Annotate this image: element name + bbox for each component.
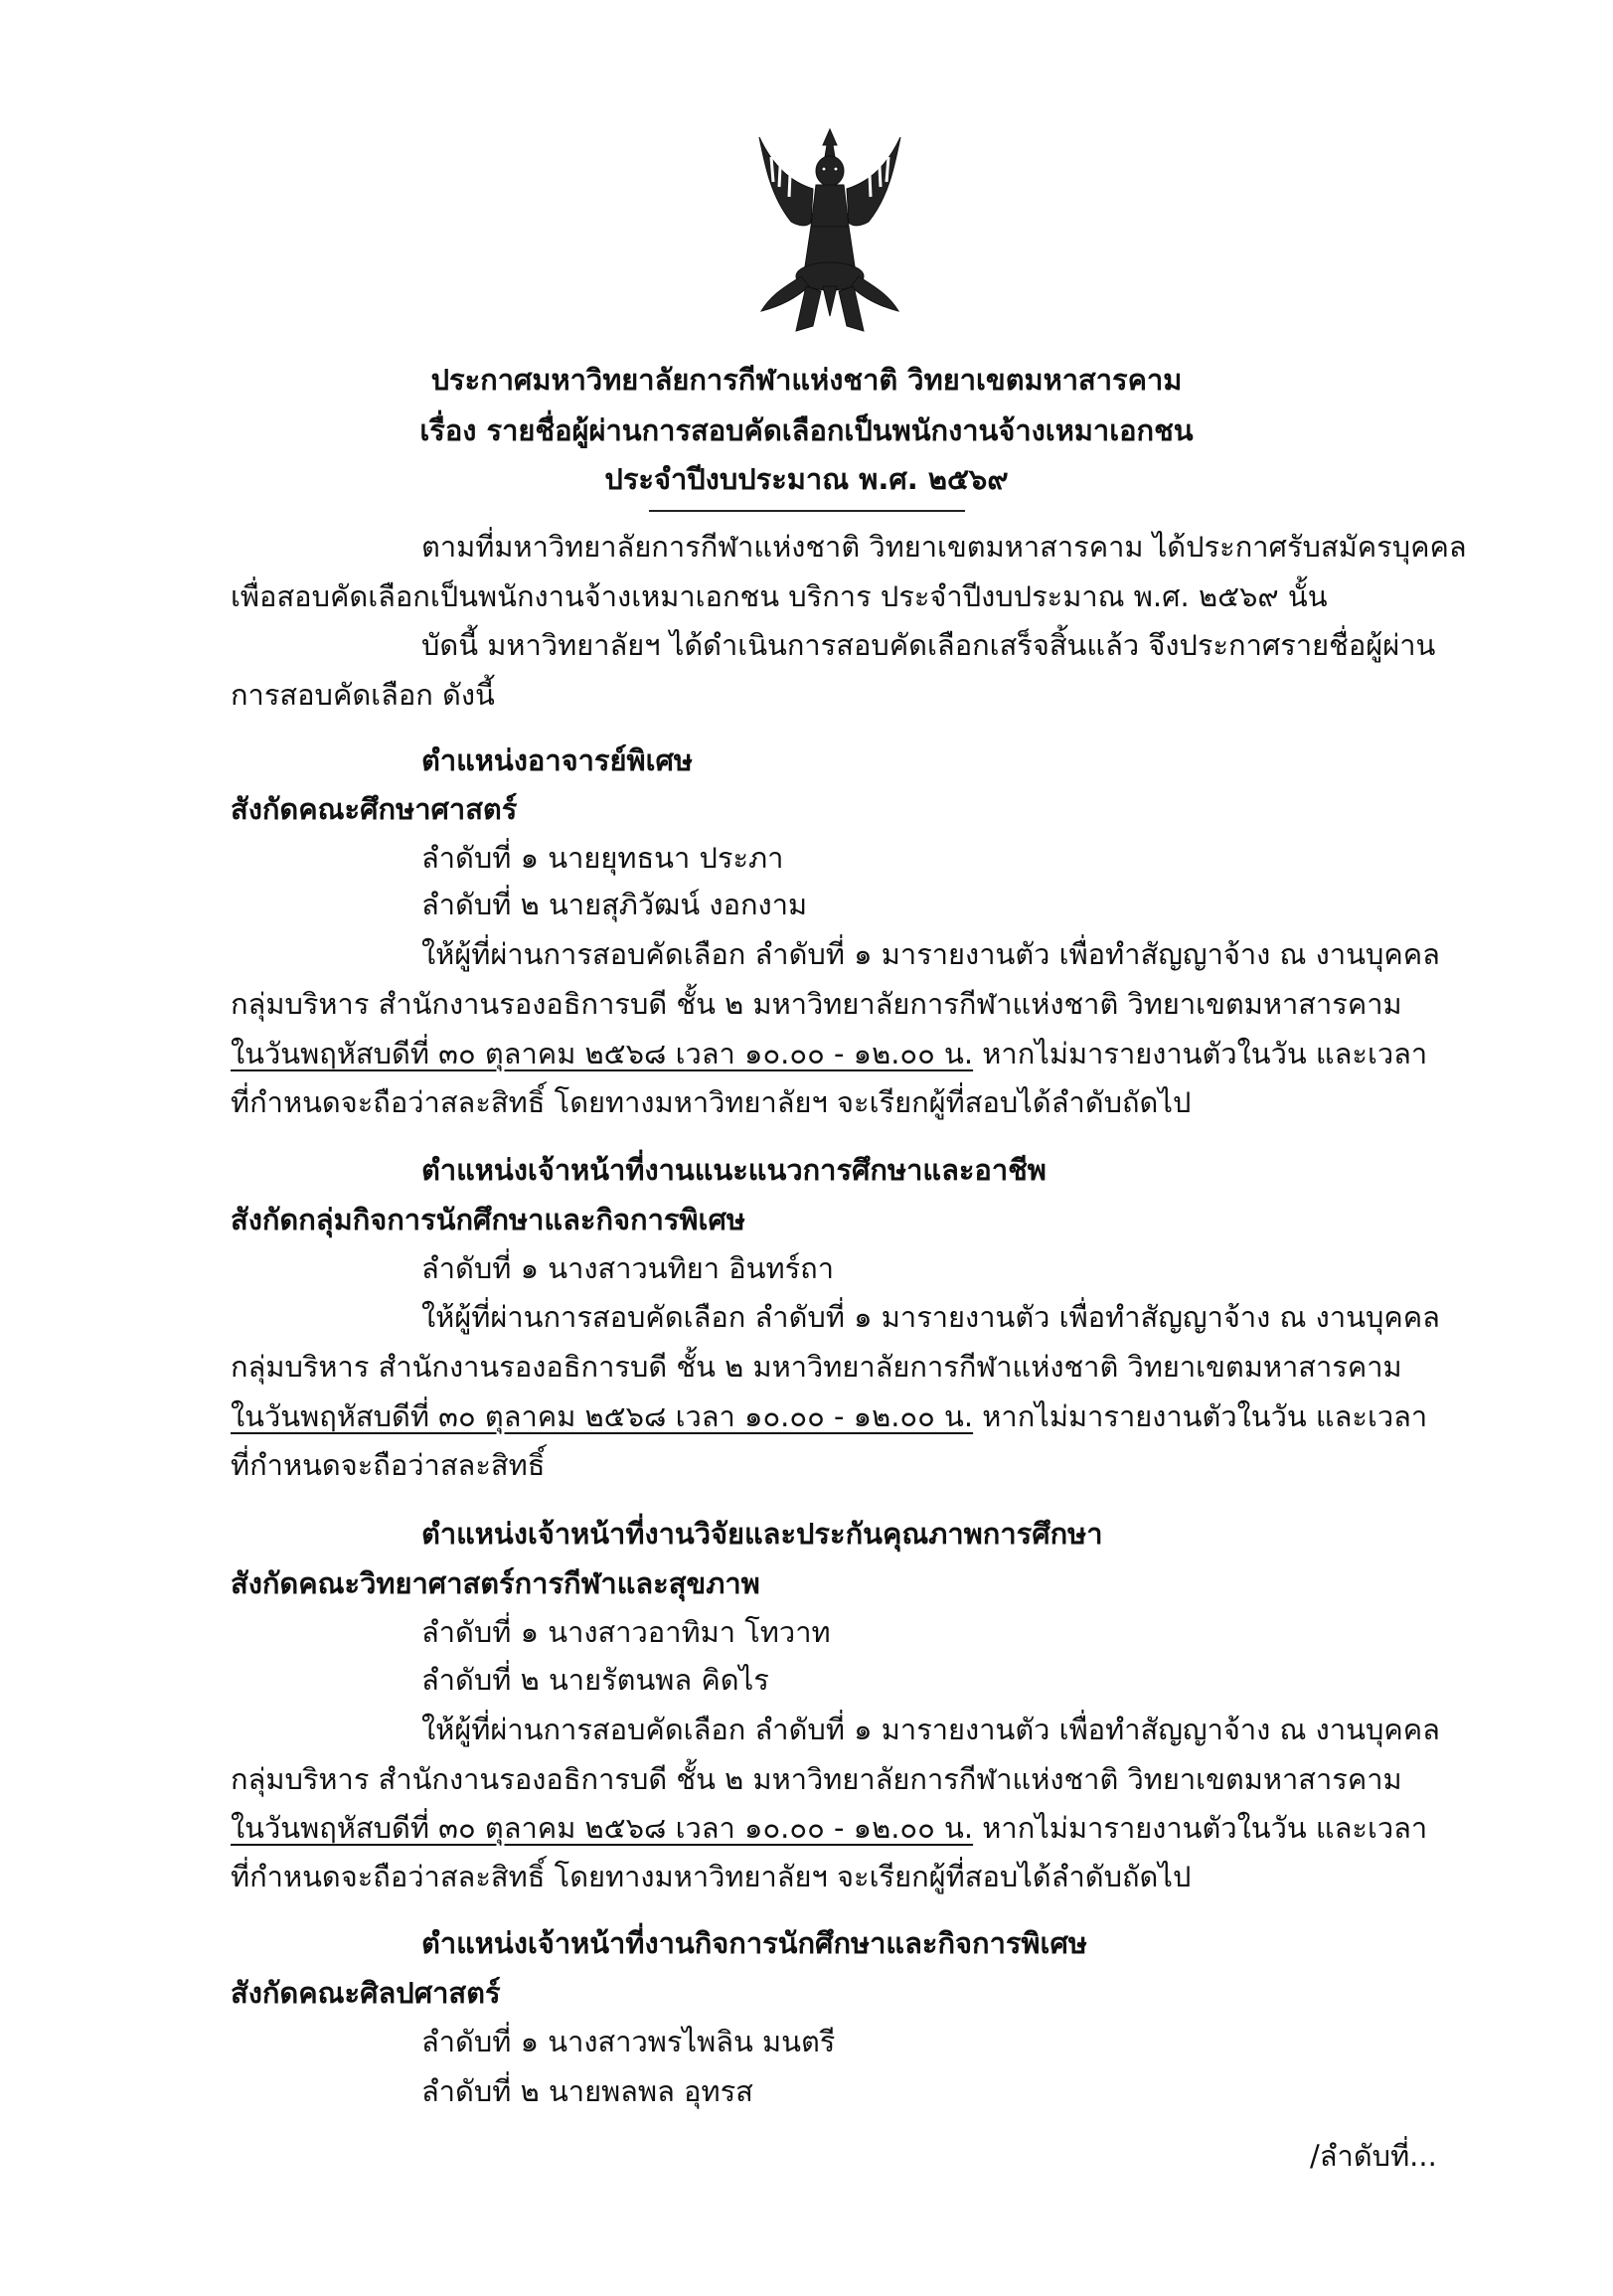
announcement-fiscal-year: ประจำปีงบประมาณ พ.ศ. ๒๕๖๙: [604, 462, 1009, 496]
intro-paragraph-1-line-1: ตามที่มหาวิทยาลัยการกีฬาแห่งชาติ วิทยาเขตมหาสารคาม ได้ประกาศรับสมัครบุคคล: [421, 530, 1467, 564]
section-3-department: สังกัดคณะวิทยาศาสตร์การกีฬาและสุขภาพ: [231, 1566, 760, 1600]
section-3-position: ตำแหน่งเจ้าหน้าที่งานวิจัยและประกันคุณภาพการศึกษา: [421, 1517, 1103, 1551]
section-2-position: ตำแหน่งเจ้าหน้าที่งานแนะแนวการศึกษาและอาชีพ: [421, 1153, 1047, 1187]
section-2-department: สังกัดกลุ่มกิจการนักศึกษาและกิจการพิเศษ: [231, 1203, 745, 1236]
garuda-emblem-icon: [751, 127, 908, 338]
section-1-notice-line-4: ที่กำหนดจะถือว่าสละสิทธิ์ โดยทางมหาวิทยาลัยฯ จะเรียกผู้ที่สอบได้ลำดับถัดไป: [231, 1085, 1192, 1119]
intro-paragraph-2-line-2: การสอบคัดเลือก ดังนี้: [231, 678, 495, 712]
section-3-notice-line-4: ที่กำหนดจะถือว่าสละสิทธิ์ โดยทางมหาวิทยาลัยฯ จะเรียกผู้ที่สอบได้ลำดับถัดไป: [231, 1860, 1192, 1893]
section-1-notice-line-2: กลุ่มบริหาร สำนักงานรองอธิการบดี ชั้น ๒ มหาวิทยาลัยการกีฬาแห่งชาติ วิทยาเขตมหาสารคาม: [231, 987, 1402, 1021]
intro-paragraph-1-line-2: เพื่อสอบคัดเลือกเป็นพนักงานจ้างเหมาเอกชน บริการ ประจำปีงบประมาณ พ.ศ. ๒๕๖๙ นั้น: [231, 579, 1328, 613]
section-3-notice-line-3: ในวันพฤหัสบดีที่ ๓๐ ตุลาคม ๒๕๖๘ เวลา ๑๐.๐๐ - ๑๒.๐๐ น. หากไม่มารายงานตัวในวัน และเวลา: [231, 1811, 1428, 1845]
intro-paragraph-2-line-1: บัดนี้ มหาวิทยาลัยฯ ได้ดำเนินการสอบคัดเลือกเสร็จสิ้นแล้ว จึงประกาศรายชื่อผู้ผ่าน: [421, 628, 1436, 662]
section-2-notice-line-1: ให้ผู้ที่ผ่านการสอบคัดเลือก ลำดับที่ ๑ มารายงานตัว เพื่อทำสัญญาจ้าง ณ งานบุคคล: [421, 1300, 1440, 1334]
section-4-department: สังกัดคณะศิลปศาสตร์: [231, 1976, 501, 2010]
section-1-notice-line-1: ให้ผู้ที่ผ่านการสอบคัดเลือก ลำดับที่ ๑ มารายงานตัว เพื่อทำสัญญาจ้าง ณ งานบุคคล: [421, 937, 1440, 971]
section-1-notice-line-3: ในวันพฤหัสบดีที่ ๓๐ ตุลาคม ๒๕๖๘ เวลา ๑๐.๐๐ - ๑๒.๐๐ น. หากไม่มารายงานตัวในวัน และเวลา: [231, 1037, 1428, 1070]
section-2-report-date: ในวันพฤหัสบดีที่ ๓๐ ตุลาคม ๒๕๖๘ เวลา ๑๐.๐๐ - ๑๒.๐๐ น.: [231, 1399, 974, 1433]
section-2-candidate-1: ลำดับที่ ๑ นางสาวนทิยา อินทร์ถา: [421, 1251, 835, 1285]
section-2-notice-line-3: ในวันพฤหัสบดีที่ ๓๐ ตุลาคม ๒๕๖๘ เวลา ๑๐.๐๐ - ๑๒.๐๐ น. หากไม่มารายงานตัวในวัน และเวลา: [231, 1399, 1428, 1433]
section-1-department: สังกัดคณะศึกษาศาสตร์: [231, 792, 518, 826]
title-divider: [649, 510, 965, 512]
section-1-position: ตำแหน่งอาจารย์พิเศษ: [421, 743, 694, 777]
section-4-position: ตำแหน่งเจ้าหน้าที่งานกิจการนักศึกษาและกิจการพิเศษ: [421, 1926, 1087, 1960]
section-3-report-date: ในวันพฤหัสบดีที่ ๓๐ ตุลาคม ๒๕๖๘ เวลา ๑๐.๐๐ - ๑๒.๐๐ น.: [231, 1811, 974, 1845]
section-1-report-date: ในวันพฤหัสบดีที่ ๓๐ ตุลาคม ๒๕๖๘ เวลา ๑๐.๐๐ - ๑๒.๐๐ น.: [231, 1037, 974, 1070]
section-1-candidate-1: ลำดับที่ ๑ นายยุทธนา ประภา: [421, 841, 784, 875]
announcement-title: ประกาศมหาวิทยาลัยการกีฬาแห่งชาติ วิทยาเขตมหาสารคาม: [430, 363, 1183, 397]
section-4-candidate-2: ลำดับที่ ๒ นายพลพล อุทรส: [421, 2074, 753, 2108]
section-2-notice-line-2: กลุ่มบริหาร สำนักงานรองอธิการบดี ชั้น ๒ มหาวิทยาลัยการกีฬาแห่งชาติ วิทยาเขตมหาสารคาม: [231, 1350, 1402, 1384]
section-4-candidate-1: ลำดับที่ ๑ นางสาวพรไพลิน มนตรี: [421, 2025, 836, 2058]
announcement-subject: เรื่อง รายชื่อผู้ผ่านการสอบคัดเลือกเป็นพนักงานจ้างเหมาเอกชน: [419, 413, 1194, 447]
section-3-candidate-1: ลำดับที่ ๑ นางสาวอาทิมา โทวาท: [421, 1615, 831, 1649]
section-3-candidate-2: ลำดับที่ ๒ นายรัตนพล คิดไร: [421, 1663, 769, 1697]
section-1-candidate-2: ลำดับที่ ๒ นายสุภิวัฒน์ งอกงาม: [421, 888, 808, 921]
section-2-notice-line-4: ที่กำหนดจะถือว่าสละสิทธิ์: [231, 1448, 546, 1482]
continuation-marker: /ลำดับที่...: [1310, 2139, 1437, 2173]
section-3-notice-line-2: กลุ่มบริหาร สำนักงานรองอธิการบดี ชั้น ๒ มหาวิทยาลัยการกีฬาแห่งชาติ วิทยาเขตมหาสารคาม: [231, 1762, 1402, 1796]
section-3-notice-line-1: ให้ผู้ที่ผ่านการสอบคัดเลือก ลำดับที่ ๑ มารายงานตัว เพื่อทำสัญญาจ้าง ณ งานบุคคล: [421, 1713, 1440, 1746]
